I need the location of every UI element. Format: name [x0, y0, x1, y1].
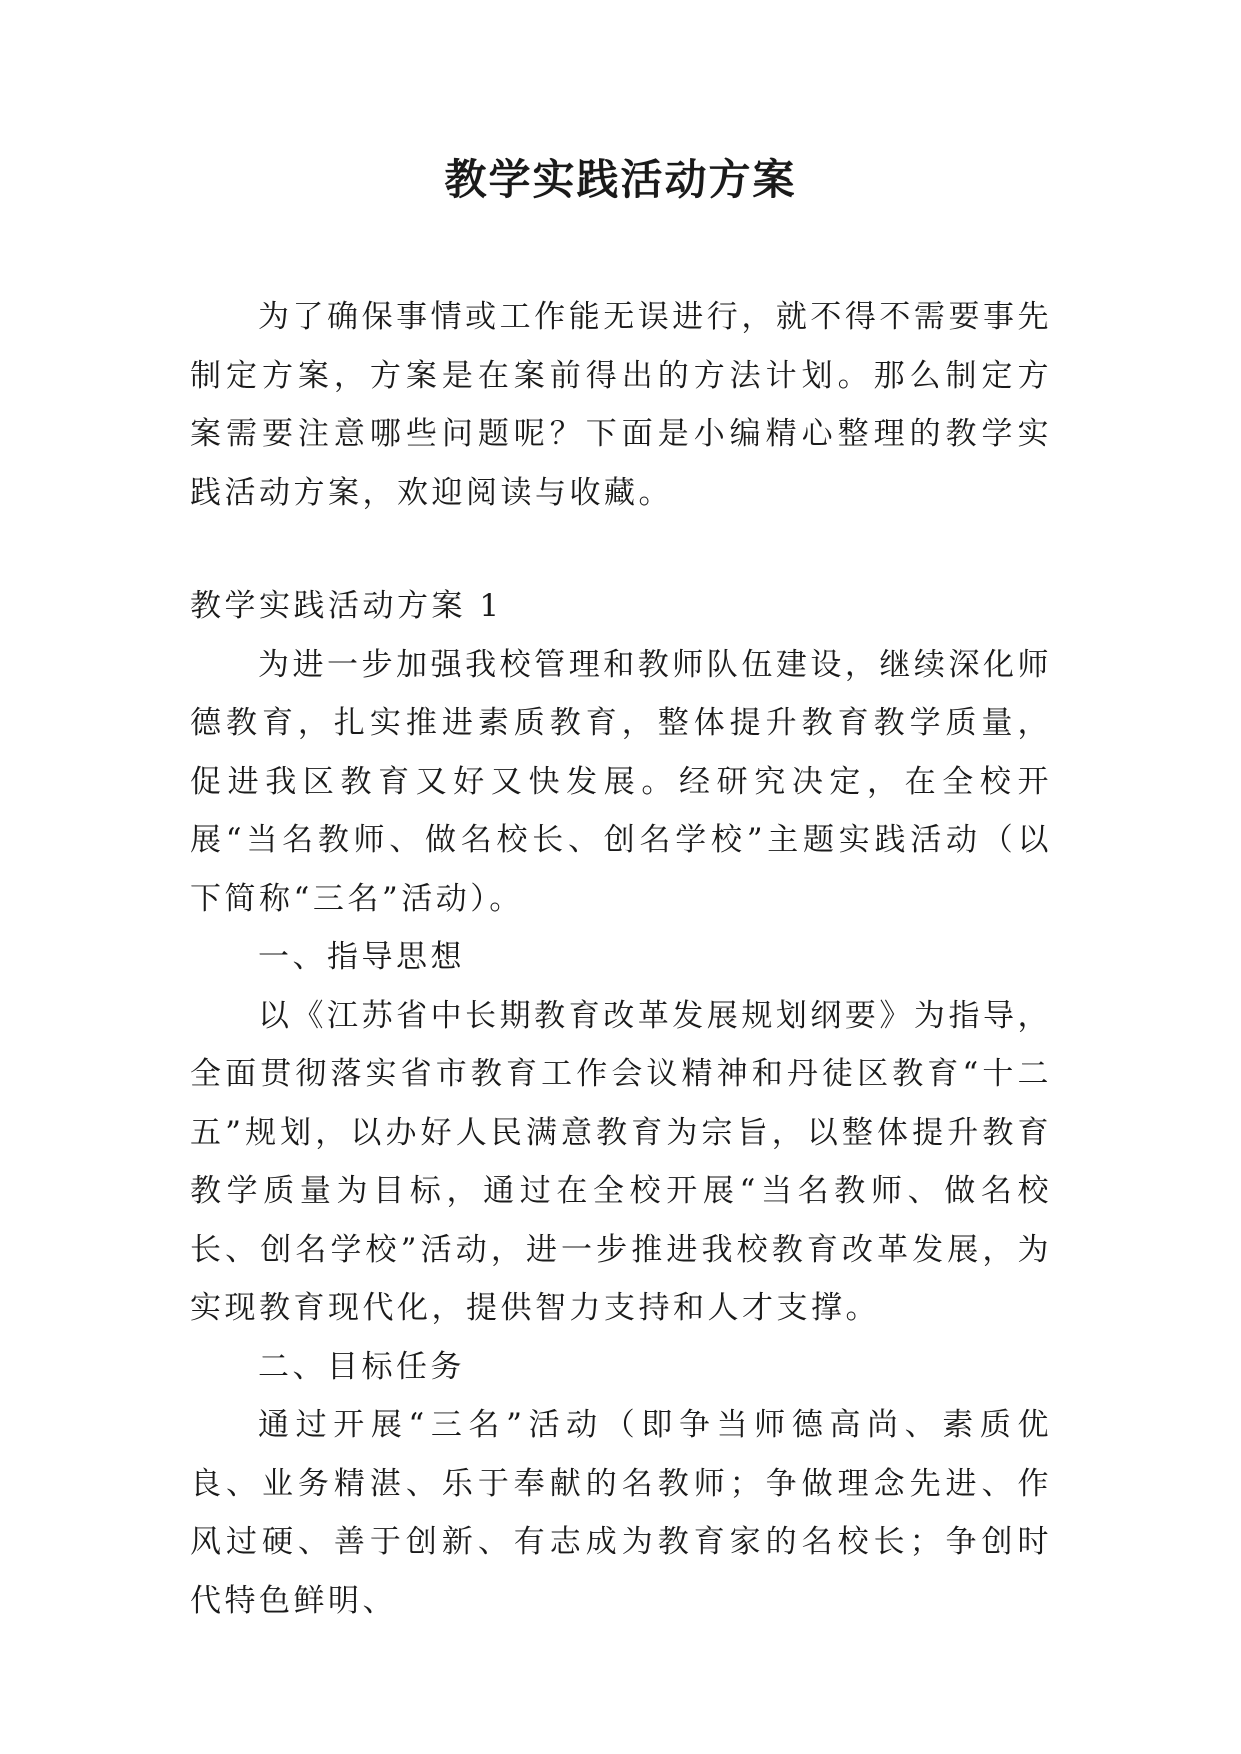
- document-title: 教学实践活动方案: [444, 155, 797, 204]
- section-paragraph: 为进一步加强我校管理和教师队伍建设，继续深化师德教育，扎实推进素质教育，整体提升教育教学质量，促进我区教育又好又快发展。经研究决定，在全校开展“当名教师、做名校长、创名学校”主题实践活动（以下简称“三名”活动）。: [190, 646, 1052, 917]
- goals-tasks-paragraph: 通过开展“三名”活动（即争当师德高尚、素质优良、业务精湛、乐于奉献的名教师；争做理念先进、作风过硬、善于创新、有志成为教育家的名校长；争创时代特色鲜明、: [190, 1407, 1052, 1619]
- subheading-guiding-ideology: 一、指导思想: [258, 939, 465, 975]
- main-content: [190, 577, 1052, 1630]
- intro-block: [190, 288, 1052, 522]
- guiding-ideology-paragraph: 以《江苏省中长期教育改革发展规划纲要》为指导，全面贯彻落实省市教育工作会议精神和丹徒区教育“十二五”规划，以办好人民满意教育为宗旨，以整体提升教育教学质量为目标，通过在全校开展“当名教师、做名校长、创名学校”活动，进一步推进我校教育改革发展，为实现教育现代化，提供智力支持和人才支撑。: [190, 997, 1052, 1326]
- section-heading: 教学实践活动方案 1: [190, 588, 503, 624]
- subheading-goals-tasks: 二、目标任务: [258, 1348, 465, 1385]
- intro-paragraph: 为了确保事情或工作能无误进行，就不得不需要事先制定方案，方案是在案前得出的方法计划。那么制定方案需要注意哪些问题呢？下面是小编精心整理的教学实践活动方案，欢迎阅读与收藏。: [190, 299, 1052, 511]
